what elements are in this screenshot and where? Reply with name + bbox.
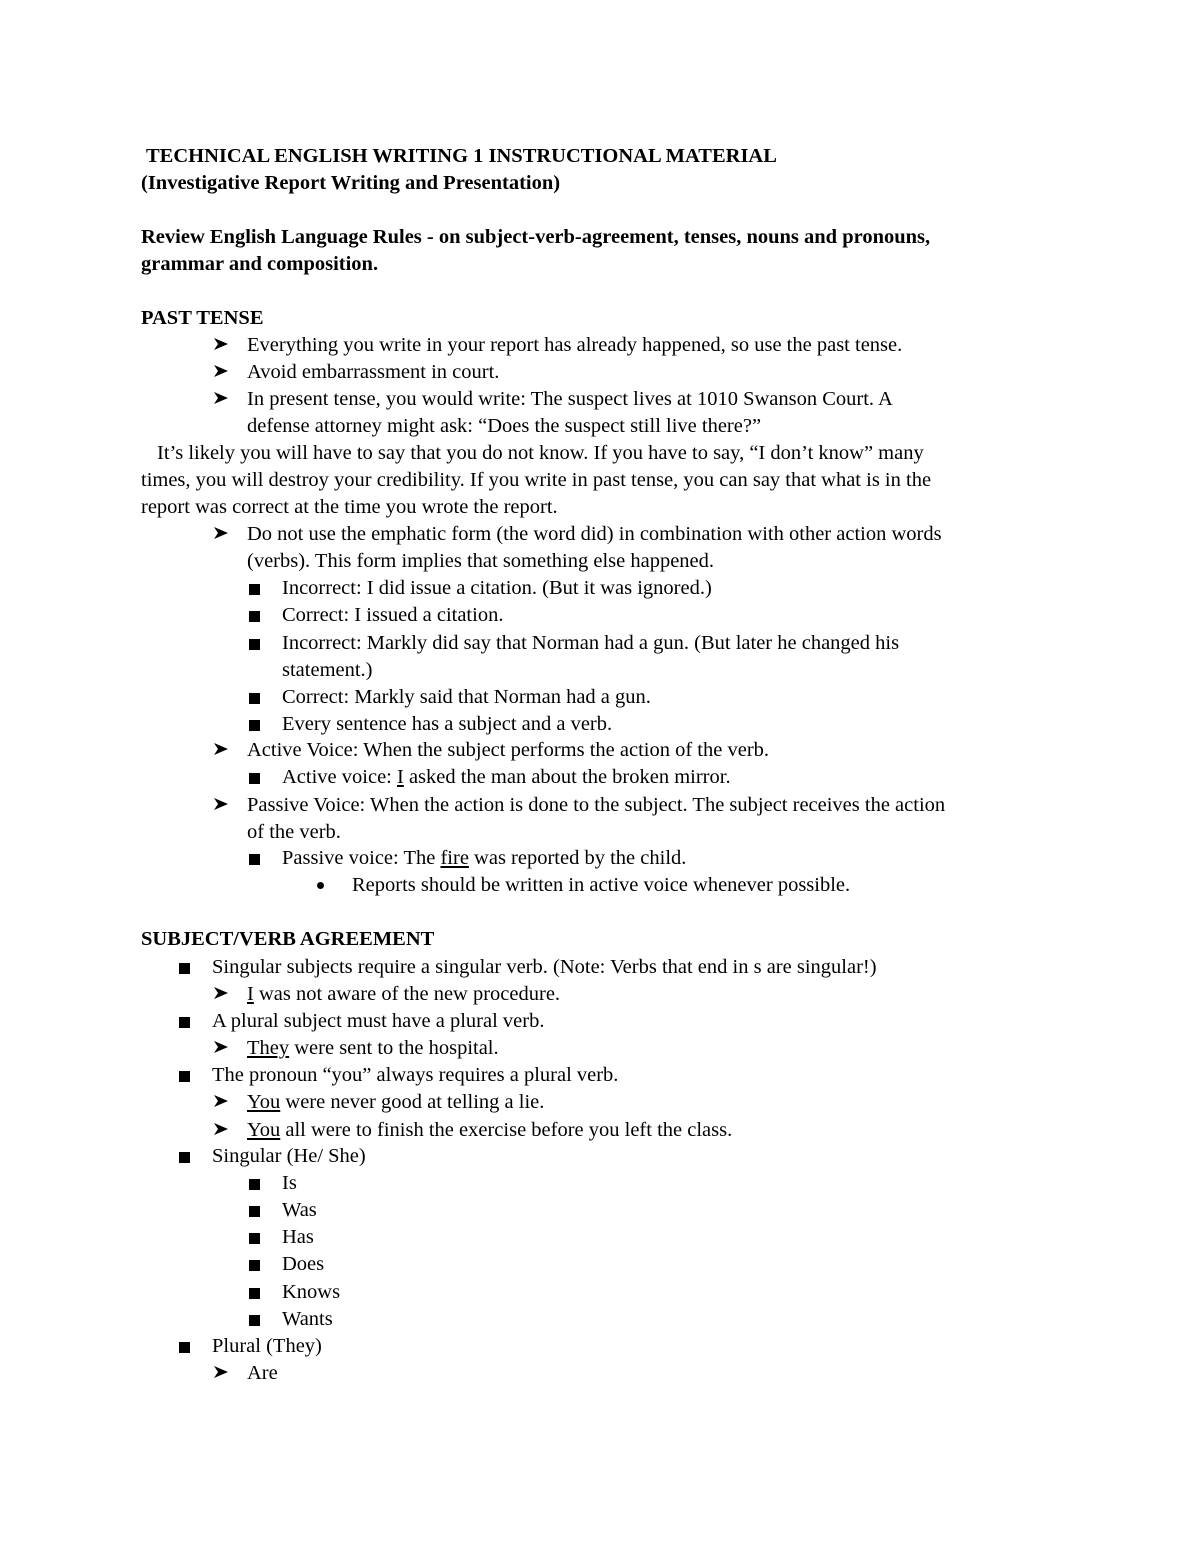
review-text-line-1: Review English Language Rules - on subject-verb-agreement, tenses, nouns and pronouns, xyxy=(141,226,931,248)
arrow-bullet-icon xyxy=(213,386,229,413)
underlined-word: fire xyxy=(440,847,469,869)
list-item: Singular subjects require a singular verb. (Note: Verbs that end in s are singular!) xyxy=(212,956,877,978)
arrow-bullet-icon xyxy=(213,792,229,819)
square-bullet-icon xyxy=(249,1197,260,1224)
dot-bullet-icon xyxy=(317,872,324,899)
square-bullet-icon xyxy=(179,1333,190,1360)
underlined-word: You xyxy=(247,1091,281,1113)
underlined-word: I xyxy=(396,766,404,788)
list-item: Incorrect: I did issue a citation. (But it was ignored.) xyxy=(282,577,712,599)
list-item-text: Active voice: xyxy=(282,766,397,788)
list-item: Plural (They) xyxy=(212,1335,322,1357)
list-item: Reports should be written in active voice whenever possible. xyxy=(352,874,851,896)
list-item: Correct: I issued a citation. xyxy=(282,604,504,626)
list-item: Do not use the emphatic form (the word did) in combination with other action words xyxy=(247,523,942,545)
square-bullet-icon xyxy=(249,1170,260,1197)
verb-list-item: Does xyxy=(282,1253,325,1275)
list-item xyxy=(247,1117,732,1144)
underlined-word: I xyxy=(247,983,254,1005)
underlined-word: You xyxy=(247,1119,281,1141)
section-heading-subject-verb-agreement: SUBJECT/VERB AGREEMENT xyxy=(141,928,435,950)
list-item: The pronoun “you” always requires a plural verb. xyxy=(212,1064,619,1086)
list-item xyxy=(282,764,731,791)
verb-list-item: Wants xyxy=(282,1308,333,1330)
list-item: Every sentence has a subject and a verb. xyxy=(282,713,613,735)
list-item xyxy=(247,981,560,1008)
verb-list-item: Knows xyxy=(282,1281,341,1303)
list-item: Singular (He/ She) xyxy=(212,1145,366,1167)
verb-list-item: Has xyxy=(282,1226,314,1248)
list-item: Passive Voice: When the action is done to the subject. The subject receives the action xyxy=(247,794,946,816)
list-item xyxy=(247,1035,499,1062)
arrow-bullet-icon xyxy=(213,981,229,1008)
square-bullet-icon xyxy=(249,711,260,738)
square-bullet-icon xyxy=(179,1143,190,1170)
list-item-text: were sent to the hospital. xyxy=(289,1037,499,1059)
paragraph-line: It’s likely you will have to say that you do not know. If you have to say, “I don’t know” many xyxy=(157,442,924,464)
square-bullet-icon xyxy=(249,1224,260,1251)
square-bullet-icon xyxy=(249,1251,260,1278)
list-item-text: was reported by the child. xyxy=(468,847,687,869)
list-item: Everything you write in your report has already happened, so use the past tense. xyxy=(247,334,903,356)
list-item: Active Voice: When the subject performs the action of the verb. xyxy=(247,739,770,761)
verb-list-item: Is xyxy=(282,1172,297,1194)
review-text-line-2: grammar and composition. xyxy=(141,253,379,275)
paragraph-line: times, you will destroy your credibility. If you write in past tense, you can say that what is in the xyxy=(141,469,932,491)
arrow-bullet-icon xyxy=(213,359,229,386)
list-item: Incorrect: Markly did say that Norman had a gun. (But later he changed his xyxy=(282,632,900,654)
list-item-continuation: of the verb. xyxy=(247,821,341,843)
list-item-text: was not aware of the new procedure. xyxy=(253,983,561,1005)
list-item: Avoid embarrassment in court. xyxy=(247,361,500,383)
arrow-bullet-icon xyxy=(213,1117,229,1144)
square-bullet-icon xyxy=(249,575,260,602)
square-bullet-icon xyxy=(249,1279,260,1306)
document-subtitle: (Investigative Report Writing and Presentation) xyxy=(141,172,561,194)
list-item xyxy=(247,1089,544,1116)
list-item-text: asked the man about the broken mirror. xyxy=(403,766,731,788)
list-item-continuation: (verbs). This form implies that something else happened. xyxy=(247,550,715,572)
arrow-bullet-icon xyxy=(213,521,229,548)
square-bullet-icon xyxy=(249,630,260,657)
list-item-text: all were to finish the exercise before you left the class. xyxy=(280,1119,733,1141)
paragraph-line: report was correct at the time you wrote the report. xyxy=(141,496,558,518)
arrow-bullet-icon xyxy=(213,1035,229,1062)
section-heading-past-tense: PAST TENSE xyxy=(141,307,264,329)
document-title: TECHNICAL ENGLISH WRITING 1 INSTRUCTIONAL MATERIAL xyxy=(146,145,777,167)
list-item: Correct: Markly said that Norman had a gun. xyxy=(282,686,651,708)
arrow-bullet-icon xyxy=(213,737,229,764)
arrow-bullet-icon xyxy=(213,1089,229,1116)
list-item-continuation: defense attorney might ask: “Does the suspect still live there?” xyxy=(247,415,762,437)
verb-list-item: Was xyxy=(282,1199,317,1221)
square-bullet-icon xyxy=(249,602,260,629)
square-bullet-icon xyxy=(249,764,260,791)
arrow-bullet-icon xyxy=(213,332,229,359)
square-bullet-icon xyxy=(249,1306,260,1333)
list-item xyxy=(282,845,686,872)
square-bullet-icon xyxy=(249,684,260,711)
underlined-word: They xyxy=(247,1037,290,1059)
square-bullet-icon xyxy=(249,845,260,872)
square-bullet-icon xyxy=(179,1062,190,1089)
list-item-continuation: statement.) xyxy=(282,659,373,681)
list-item-text: Passive voice: The xyxy=(282,847,441,869)
list-item: In present tense, you would write: The suspect lives at 1010 Swanson Court. A xyxy=(247,388,893,410)
square-bullet-icon xyxy=(179,1008,190,1035)
list-item: Are xyxy=(247,1362,278,1384)
list-item: A plural subject must have a plural verb. xyxy=(212,1010,545,1032)
arrow-bullet-icon xyxy=(213,1360,229,1387)
list-item-text: were never good at telling a lie. xyxy=(280,1091,545,1113)
square-bullet-icon xyxy=(179,954,190,981)
